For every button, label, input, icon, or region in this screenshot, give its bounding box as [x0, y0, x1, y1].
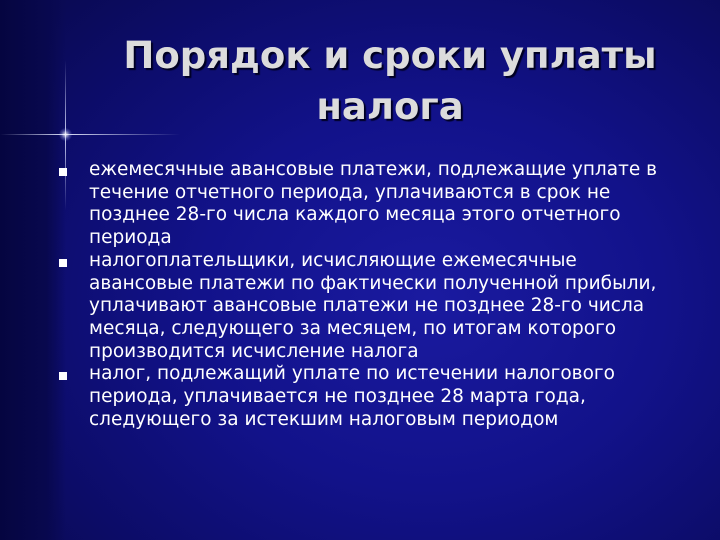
slide-title: Порядок и сроки уплаты налога [123, 34, 657, 128]
bullet-text: налог, подлежащий уплате по истечении налогового периода, уплачивается не позднее 28 марта года, следующего за истекшим налоговым периодом [89, 363, 615, 430]
bullet-list [0, 159, 720, 431]
square-bullet-icon [59, 168, 67, 176]
bullet-text: налогоплательщики, исчисляющие ежемесячные авансовые платежи по фактически полученной прибыли, уплачивают авансовые платежи не позднее 28-го числа месяца, следующего за месяцем, по итогам которого производится исчисление налога [89, 249, 657, 362]
bullet-text: ежемесячные авансовые платежи, подлежащие уплате в течение отчетного периода, уплачиваются в срок не позднее 28-го числа каждого месяца этого отчетного периода [89, 159, 658, 249]
square-bullet-icon [59, 372, 67, 380]
bullet-item-actual-profit [0, 250, 720, 364]
sparkle-horizontal-ray [0, 134, 180, 135]
bullet-item-monthly-advance [0, 159, 720, 250]
bullet-item-tax-period [0, 363, 720, 431]
square-bullet-icon [59, 259, 67, 267]
sparkle-star-icon [59, 128, 72, 141]
